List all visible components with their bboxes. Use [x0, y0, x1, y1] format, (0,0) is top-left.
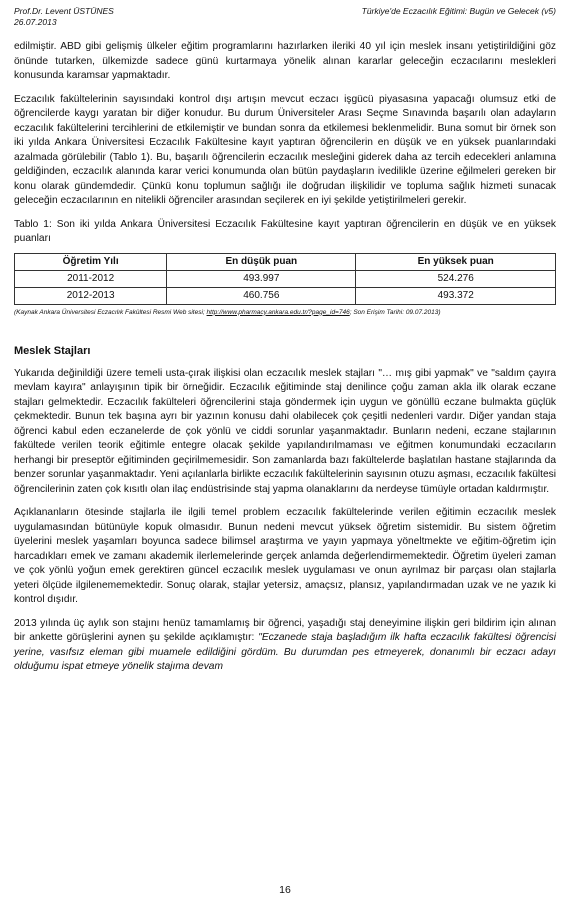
page-number: 16	[279, 884, 291, 896]
table-cell-min: 493.997	[167, 270, 356, 287]
table-row	[15, 270, 556, 287]
paragraph-student-feedback	[14, 617, 556, 675]
header-author-block	[14, 6, 114, 28]
table-header-min: En düşük puan	[167, 253, 356, 270]
table-cell-min: 460.756	[167, 287, 356, 304]
page-content	[14, 40, 556, 675]
table-row	[15, 287, 556, 304]
header-date: 26.07.2013	[14, 17, 57, 27]
table-source-note	[14, 308, 556, 317]
table-cell-year: 2012-2013	[15, 287, 167, 304]
table-header-row	[15, 253, 556, 270]
table-cell-max: 493.372	[356, 287, 556, 304]
table-cell-year: 2011-2012	[15, 270, 167, 287]
paragraph-internships: Yukarıda değinildiği üzere temeli usta-çırak ilişkisi olan eczacılık meslek stajları "… mış gibi yapmak" ve "saldım çayıra mevlam kayıra" anlayışının tipik bir örneğidir. Eczacılık eğitiminde staj denilince çoğu zaman akla ilk olarak eczane stajları gelmektedir. Eczacılık fakülteleri öğrencilerini staja göndermek için uygun ve gönüllü eczane bulmakta güçlük çekmektedir. Bunun tek başına ayrı bir yazının konusu dahi olabilecek çok çeşitli nedenleri vardır. Diğer yandan staja öğrenci kabul eden eczanelerde de çok yönlü ve ciddi sorunlar yaşanmaktadır. Bunların nedeni, eczane stajlarının fakültede verilen teorik eğitimle entegre olacak şekilde yapılandırılmaması ve eğitmen konumundaki eczacıların herhangi bir preseptör eğitiminden geçirilmemesidir. Son zamanlarda bazı fakültelerde başlatılan hastane stajlarında da benzer sorunlar yaşanmaktadır. Yeni açılanlarla birlikte eczacılık fakültelerinin sayısının otuzu aşması, eczacılık fakültesi öğrencilerinin zaten çok kısıtlı olan ilaç endüstrisinde staj yapma olanaklarını da nerdeyse tümüyle ortadan kaldırmıştır.	[14, 367, 556, 495]
feedback-quote: "Eczanede staja başladığım ilk hafta eczacılık fakültesi öğrencisi yerine, vasıfsız eleman gibi muamele edildiğini gördüm. Bu durumdan pes etmeyerek, donanımlı bir eczacı adayı olduğumu ispat etmeye yönelik stajıma devam	[14, 632, 556, 672]
paragraph-core-problem: Açıklananların ötesinde stajlarla ile ilgili temel problem eczacılık fakültelerinde verilen eğitimin eczacılık meslek uygulamasından bütünüyle kopuk olmasıdır. Bunun nedeni mevcut yüksek öğretim sistemidir. Bu sistem öğretim üyelerini meslek yaşamları boyunca sadece bilimsel araştırma ve yayın yapmaya yöneltmekte ve eğitim-öğretim için harcadıkları emek ve zamanı akademik ilerlemelerinde gerçek anlamda değerlendirmemektedir. Öğretim üyeleri zaman ve çok yönlü yoğun emek gerektiren güncel eczacılık meslek uygulaması ve onun ayrılmaz bir parçası olan stajlarla yeteri ölçüde ilgilenememektedir. Sonuç olarak, stajlar yetersiz, amaçsız, plansız, yapılandırmadan uzak ve ne yazık ki kontrol dışıdır.	[14, 507, 556, 605]
source-link[interactable]: http://www.pharmacy.ankara.edu.tr/?page_id=746	[206, 308, 350, 316]
header-doc-title: Türkiye'de Eczacılık Eğitimi: Bugün ve Gelecek (v5)	[361, 6, 556, 16]
table-cell-max: 524.276	[356, 270, 556, 287]
source-suffix: ; Son Erişim Tarihi: 09.07.2013)	[349, 308, 441, 316]
feedback-intro: 2013 yılında üç aylık son stajını henüz tamamlamış bir öğrenci, yaşadığı staj deneyimine ilişkin geri bildirim için alınan bir ankette görüşlerini aynen şu şekilde açıklamıştır:	[14, 617, 556, 643]
paragraph-faculty-count: Eczacılık fakültelerinin sayısındaki kontrol dışı artışın mevcut eczacı işgücü piyasasına yapacağı olumsuz etki de öğrencilerde kaygı yaratan bir diğer konudur. Bu durum Üniversiteler Arası Seçme Sınavında başarılı olan adayların eczacılık fakültelerini tercihlerini de etkilemiştir ve bundan sonra da etkilemesi beklenmelidir. Buna somut bir örnek son iki yılda Ankara Üniversitesi Eczacılık Fakültesine kayıt yaptıran öğrencilerin en düşük ve en yüksek puanlarındaki azalmada görülebilir (Tablo 1). Bu, başarılı öğrencilerin eczacılık mesleğini giderek daha az tercih edecekleri anlamına geldiğinden, eczacılık alanında karar verici konumunda olan bütün paydaşların ivedilikle üzerine eğilmeleri gereken bir konu olarak gündemdedir. Çünkü konu toplumun sağlığı ile doğrudan ilişkilidir ve topluma sağlık hizmeti sunacak geleceğin eczacılarının en nitelikli öğrenciler arasından seçilerek en iyi şekilde yetiştirilmeleri gerekir.	[14, 93, 556, 206]
table-header-max: En yüksek puan	[356, 253, 556, 270]
table-caption: Tablo 1: Son iki yılda Ankara Üniversitesi Eczacılık Fakültesine kayıt yaptıran öğrencilerin en düşük ve en yüksek puanları	[14, 218, 556, 244]
paragraph-intro: edilmiştir. ABD gibi gelişmiş ülkeler eğitim programlarını hazırlarken ileriki 40 yıl için meslek insanı yetiştirildiğini göz önünde tutarken, ülkemizde sadece günü kurtarmaya yönelik alınan kararlar geleceğin eczacılarını meslekleri konusunda karamsar yapmaktadır.	[14, 41, 556, 81]
section-heading: Meslek Stajları	[14, 344, 91, 357]
header-author: Prof.Dr. Levent ÜSTÜNES	[14, 6, 114, 16]
table-header-year: Öğretim Yılı	[15, 253, 167, 270]
scores-table	[14, 253, 556, 305]
source-prefix: (Kaynak Ankara Üniversitesi Eczacılık Fakültesi Resmi Web sitesi;	[14, 308, 207, 316]
